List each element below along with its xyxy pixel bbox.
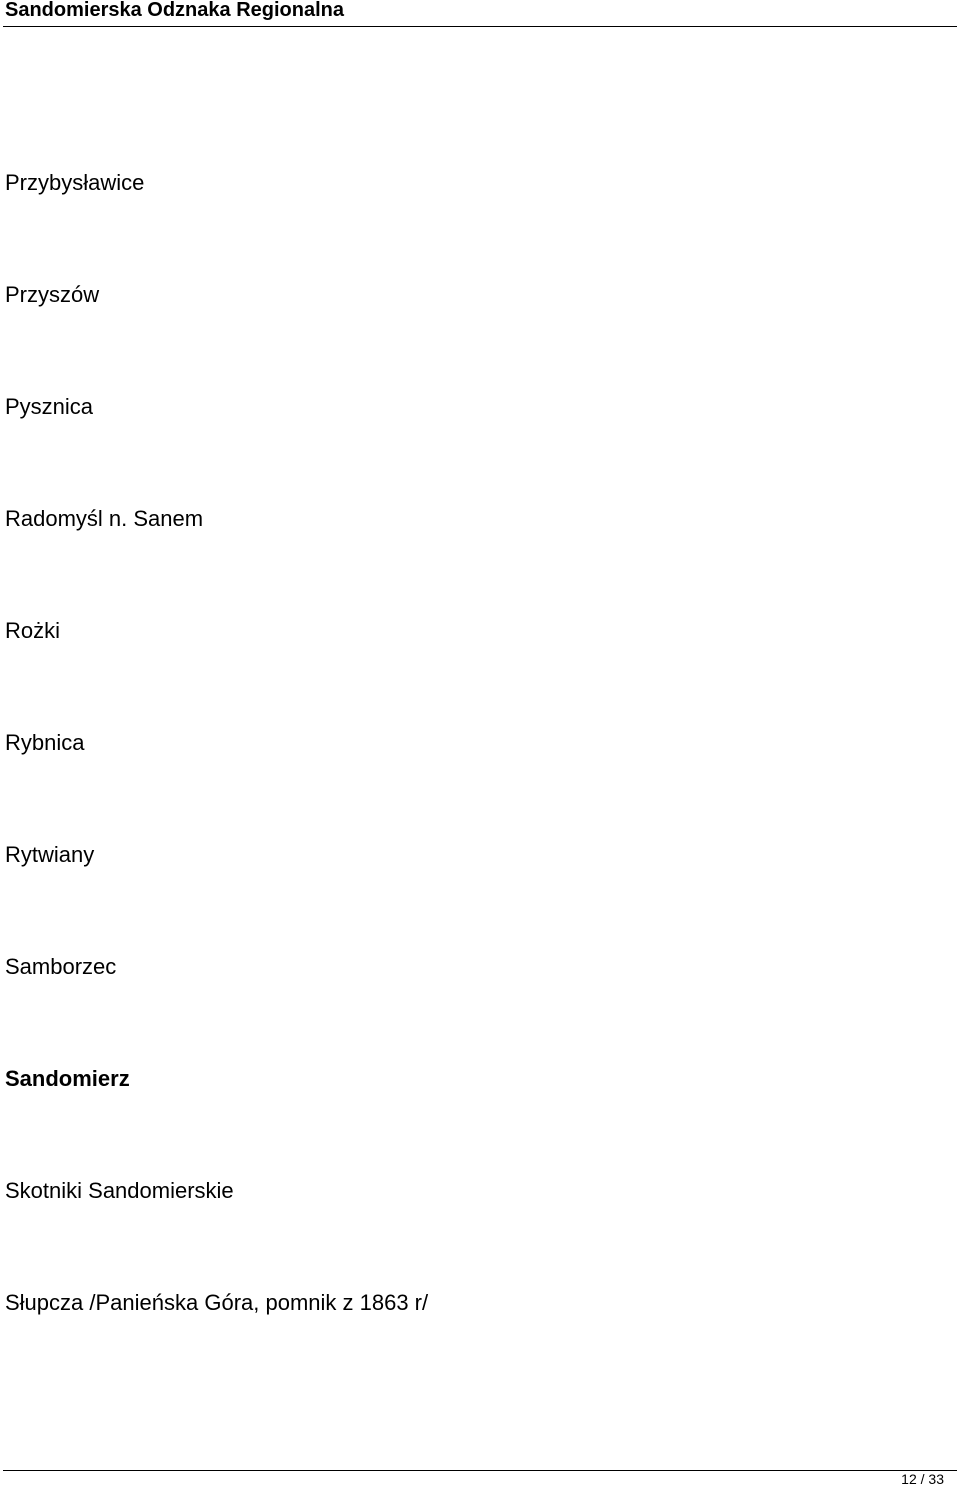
footer-divider: [3, 1470, 957, 1471]
list-item: Sandomierz: [5, 1066, 130, 1091]
list-item: Przyszów: [5, 282, 100, 307]
list-item: Słupcza /Panieńska Góra, pomnik z 1863 r/: [5, 1290, 429, 1315]
list-item: Skotniki Sandomierskie: [5, 1178, 234, 1203]
list-item: Rytwiany: [5, 842, 95, 867]
header-divider: [3, 26, 957, 27]
list-item: Radomyśl n. Sanem: [5, 506, 204, 531]
document-title: Sandomierska Odznaka Regionalna: [5, 0, 344, 21]
list-item: Samborzec: [5, 954, 117, 979]
location-list: [5, 170, 428, 1402]
page-number: 12 / 33: [901, 1471, 944, 1487]
list-item: Rożki: [5, 618, 61, 643]
list-item: Przybysławice: [5, 170, 145, 195]
list-item: Rybnica: [5, 730, 85, 755]
list-item: Pysznica: [5, 394, 94, 419]
